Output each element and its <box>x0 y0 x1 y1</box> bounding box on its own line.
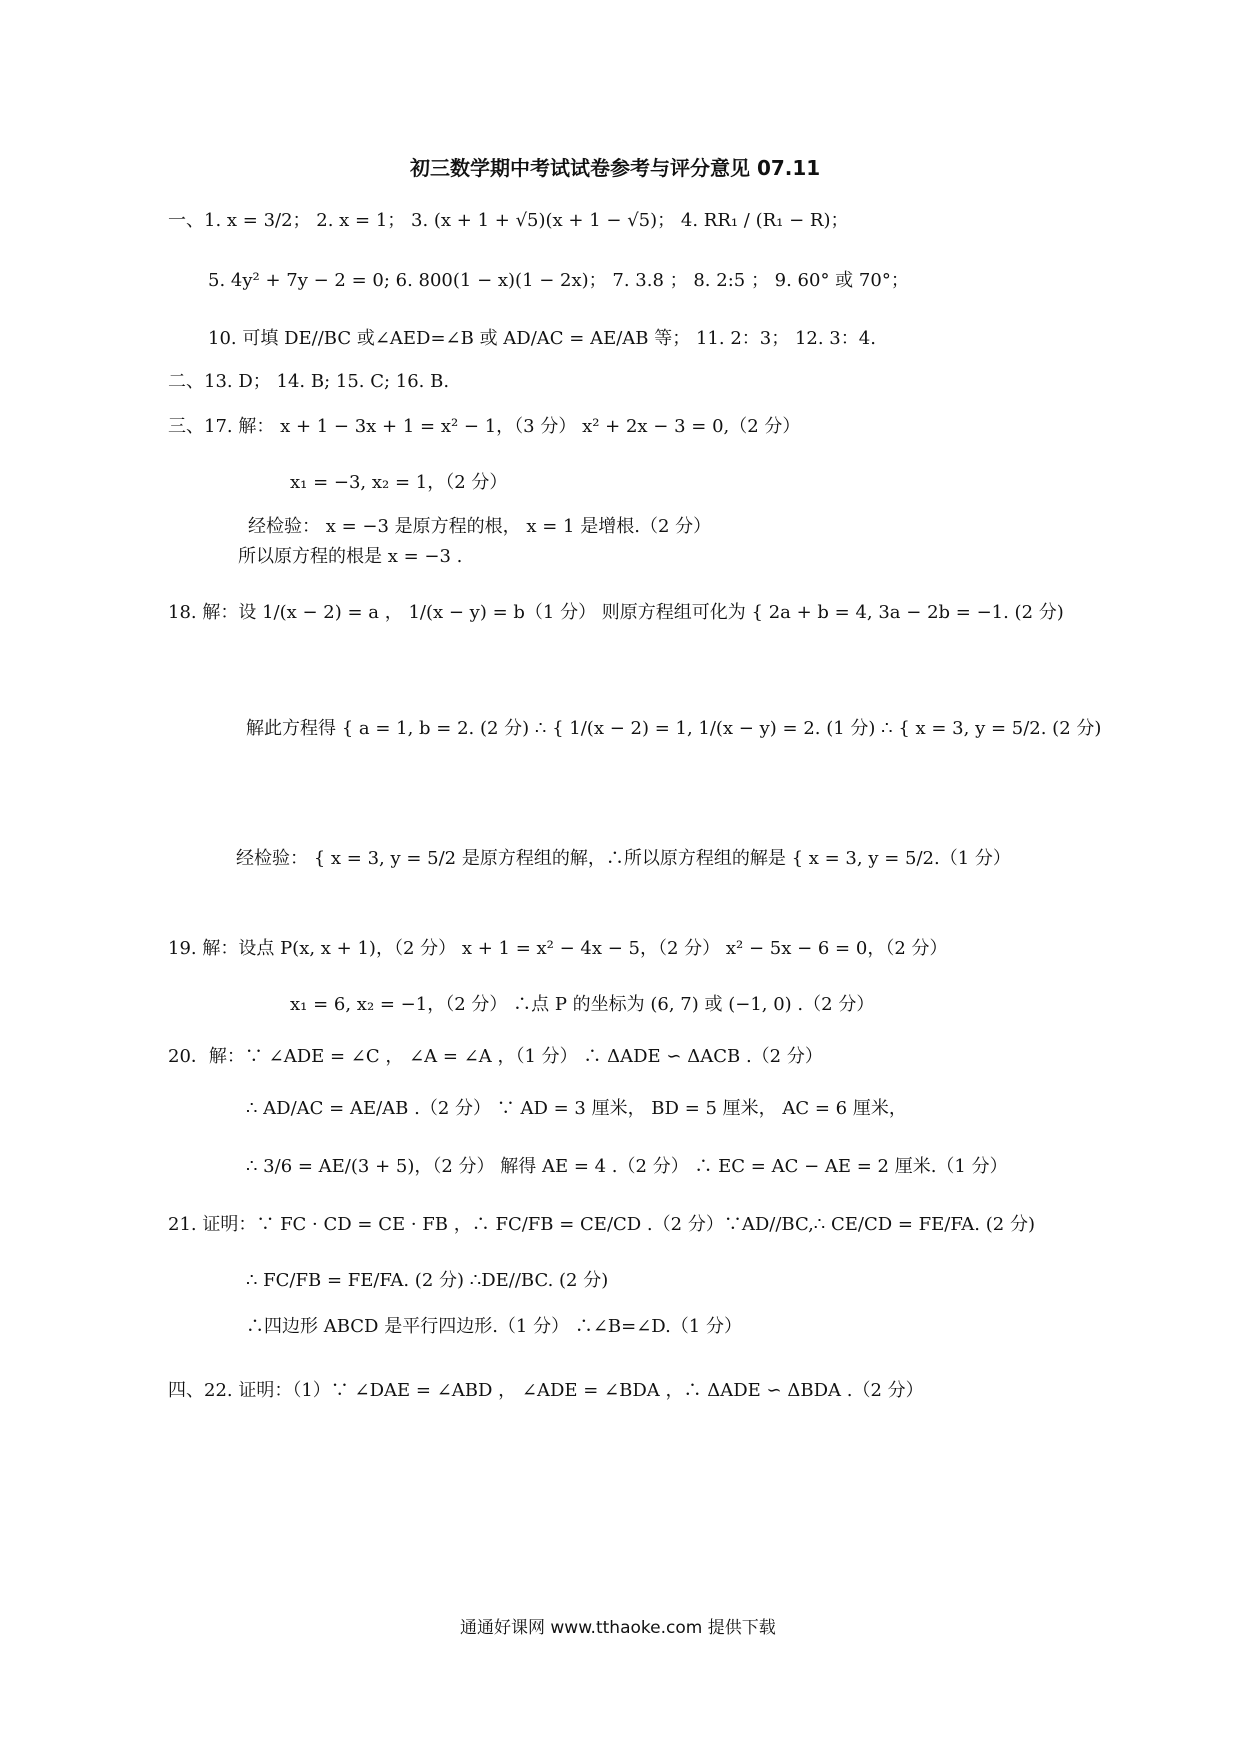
answer-line-q18-substitution: 18. 解：设 1/(x − 2) = a ， 1/(x − y) = b（1 分） 则原方程组可化为 { 2a + b = 4, 3a − 2b = −1. (2 分) <box>168 602 1064 623</box>
answer-line-q19-step1: 19. 解：设点 P(x, x + 1)，（2 分） x + 1 = x² − 4x − 5，（2 分） x² − 5x − 6 = 0，（2 分） <box>168 938 948 959</box>
answer-line-q22-step1: 四、22. 证明：（1）∵ ∠DAE = ∠ABD ， ∠ADE = ∠BDA ，∴ ΔADE ∽ ΔBDA .（2 分） <box>168 1380 924 1401</box>
answer-line-q19-step2: x₁ = 6, x₂ = −1，（2 分） ∴点 P 的坐标为 (6, 7) 或 (−1, 0) .（2 分） <box>290 994 875 1015</box>
answer-line-q21-step3: ∴四边形 ABCD 是平行四边形.（1 分） ∴∠B=∠D.（1 分） <box>246 1316 742 1337</box>
answer-line-q17-roots: x₁ = −3, x₂ = 1，（2 分） <box>290 472 508 493</box>
page-footer: 通通好课网 www.tthaoke.com 提供下载 <box>460 1618 776 1638</box>
answer-line-q17-step1: 三、17. 解： x + 1 − 3x + 1 = x² − 1，（3 分） x² + 2x − 3 = 0,（2 分） <box>168 416 801 437</box>
answer-line-q20-step1: 20．解：∵ ∠ADE = ∠C ， ∠A = ∠A ，（1 分） ∴ ΔADE ∽ ΔACB .（2 分） <box>168 1046 823 1067</box>
answer-line-q17-check: 经检验： x = −3 是原方程的根， x = 1 是增根.（2 分） <box>248 516 712 537</box>
answer-line-q10-12: 10. 可填 DE//BC 或∠AED=∠B 或 AD/AC = AE/AB 等； 11. 2：3； 12. 3：4. <box>208 328 876 349</box>
page-title: 初三数学期中考试试卷参考与评分意见 07.11 <box>410 156 821 180</box>
answer-line-q5-9: 5. 4y² + 7y − 2 = 0; 6. 800(1 − x)(1 − 2x)； 7. 3.8 ； 8. 2:5 ； 9. 60° 或 70°； <box>208 270 909 291</box>
answer-line-q20-step3: ∴ 3/6 = AE/(3 + 5)，（2 分） 解得 AE = 4 .（2 分） ∴ EC = AC − AE = 2 厘米.（1 分） <box>246 1156 1008 1177</box>
answer-line-q18-solve: 解此方程得 { a = 1, b = 2. (2 分) ∴ { 1/(x − 2) = 1, 1/(x − y) = 2. (1 分) ∴ { x = 3, y = 5/2. (2 分) <box>246 718 1102 739</box>
answer-line-q20-step2: ∴ AD/AC = AE/AB .（2 分） ∵ AD = 3 厘米， BD = 5 厘米， AC = 6 厘米， <box>246 1098 907 1119</box>
answer-line-q21-step2: ∴ FC/FB = FE/FA. (2 分) ∴DE//BC. (2 分) <box>246 1270 609 1291</box>
answer-line-q17-conclusion: 所以原方程的根是 x = −3 . <box>238 546 463 567</box>
answer-line-q18-verify: 经检验： { x = 3, y = 5/2 是原方程组的解，∴所以原方程组的解是 { x = 3, y = 5/2.（1 分） <box>236 848 1011 869</box>
answer-line-part2: 二、13. D； 14. B; 15. C; 16. B. <box>168 371 450 392</box>
answer-line-part1-q1-4: 一、1. x = 3/2； 2. x = 1； 3. (x + 1 + √5)(x + 1 − √5)； 4. RR₁ / (R₁ − R)； <box>168 210 849 231</box>
answer-line-q21-step1: 21. 证明：∵ FC · CD = CE · FB ，∴ FC/FB = CE/CD .（2 分）∵AD//BC,∴ CE/CD = FE/FA. (2 分) <box>168 1214 1035 1235</box>
